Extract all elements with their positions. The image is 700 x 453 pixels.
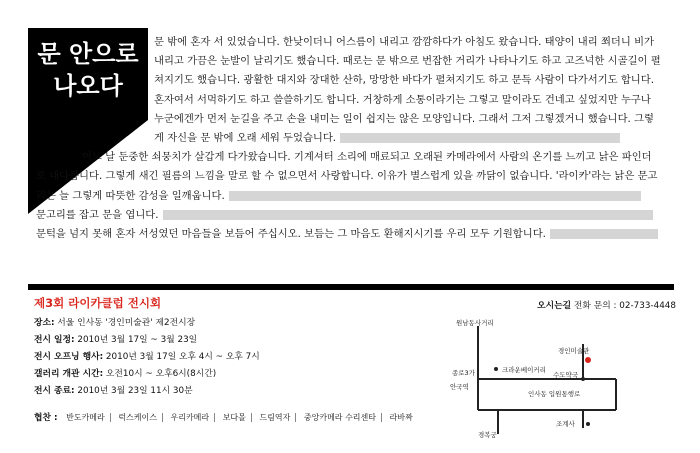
essay-line: 문턱을 넘지 못해 혼자 서성였던 마음들을 보듬어 주십시오. 보듬는 그 마음도 환해지시기를 우리 모두 기원합니다. xyxy=(36,225,676,244)
sponsors-list xyxy=(34,410,413,423)
map-label-station: 종로3가 xyxy=(452,369,475,377)
placeholder-bar xyxy=(340,133,620,143)
exhibition-info xyxy=(34,296,434,398)
map-label-gallery: 경인미술관 xyxy=(558,347,590,355)
info-row-closing: 전시 종료: 2010년 3월 23일 11시 30분 xyxy=(34,386,193,396)
sponsors-label: 협찬 : xyxy=(34,413,58,423)
map-label-pharmacy: 수도약국 xyxy=(553,371,579,379)
sponsor-item: 보다몰 xyxy=(222,413,246,422)
essay-line: 문고리를 잡고 문을 엽니다. xyxy=(36,206,676,225)
placeholder-bar xyxy=(229,191,641,201)
essay-line: 문 밖에 혼자 서 있었습니다. 한낮이더니 어스름이 내리고 깜깜하다가 아침도 왔습니다. 태양이 내리 쬐더니 비가 xyxy=(154,36,654,48)
essay-line: 로 내다봅니다. 그렇게 새긴 필름의 느낌을 말로 할 수 없으면서 사랑합니다. 이유가 별스럽게 있을 까닭이 없습니다. '라이카'라는 낡은 문고 xyxy=(36,170,658,183)
essay-line: 내리고 가끔은 눈발이 날리기도 했습니다. 때로는 문 밖으로 번잡한 거리가 나타나기도 하고 고즈넉한 시골길이 펼 xyxy=(154,55,661,68)
map-label-bottom: 경복궁 xyxy=(478,431,497,439)
map-label-temple: 조계사 xyxy=(556,420,575,428)
essay-line: 쳐지기도 했습니다. 광활한 대지와 장대한 산하, 망망한 바다가 펼쳐지기도 하고 문득 사람이 다가서기도 합니다. xyxy=(154,74,654,87)
sponsor-item: 중앙카메라 수리센타 xyxy=(303,413,376,422)
map-label-cross-street: 인사동 입원통행로 xyxy=(528,390,581,398)
title-line-2: 나오다 xyxy=(53,72,123,100)
map-label-nearby: 안국역 xyxy=(450,383,469,391)
info-row-venue: 장소: 서울 인사동 '경인미술관' 제2전시장 xyxy=(34,318,196,328)
contact-phone: 전화 문의 : 02-733-4448 xyxy=(571,301,676,311)
essay-line: 어느 날 둔중한 쇠뭉치가 살갑게 다가왔습니다. 기계셔터 소리에 매료되고 오래된 카메라에서 사람의 온기를 느끼고 낡은 파인더 xyxy=(82,151,652,164)
exhibition-heading: 제3회 라이카클럽 전시회 xyxy=(34,296,162,310)
contact-label: 오시는길 xyxy=(537,301,572,311)
info-row-schedule: 전시 일정: 2010년 3월 17일 ~ 3월 23일 xyxy=(34,335,198,345)
map-label-top: 원남동사거리 xyxy=(456,319,494,327)
sponsor-item: 반도카메라 xyxy=(66,413,105,422)
sponsor-item: 우리카메라 xyxy=(170,413,210,422)
essay-line: 혼자여서 서먹하기도 하고 쓸쓸하기도 합니다. 거창하게 소통이라기는 그렇고 말이라도 건네고 싶었지만 누구나 xyxy=(154,93,651,106)
title-line-1: 문 안으로 xyxy=(37,40,139,68)
essay-line: 게 자신을 문 밖에 오래 세워 두었습니다. xyxy=(36,129,676,148)
info-row-hours: 갤러리 개관 시간: 오전10시 ~ 오후6시(8시간) xyxy=(34,369,217,379)
location-map xyxy=(448,316,678,446)
essay-body xyxy=(36,33,676,244)
essay-line: 리는 늘 그렇게 따뜻한 감성을 일깨웁니다. xyxy=(36,187,676,206)
contact-info xyxy=(537,298,676,311)
essay-line: 누군에겐가 먼저 눈길을 주고 손을 내미는 일이 쉽지는 않은 모양입니다. 그래서 그저 그렇겠거니 했습니다. 그렇 xyxy=(154,112,654,125)
placeholder-bar xyxy=(163,210,653,220)
gallery-marker xyxy=(585,357,591,363)
section-divider xyxy=(28,284,674,290)
placeholder-bar xyxy=(550,229,658,239)
sponsor-item: 라바짜 xyxy=(389,413,413,422)
map-label-bakery: 크라운베이커리 xyxy=(502,366,546,374)
sponsor-item: 럭스케이스 xyxy=(118,413,157,422)
info-row-opening: 전시 오프닝 행사: 2010년 3월 17일 오후 4시 ~ 오후 7시 xyxy=(34,352,260,362)
sponsor-item: 드림역자 xyxy=(259,413,291,422)
